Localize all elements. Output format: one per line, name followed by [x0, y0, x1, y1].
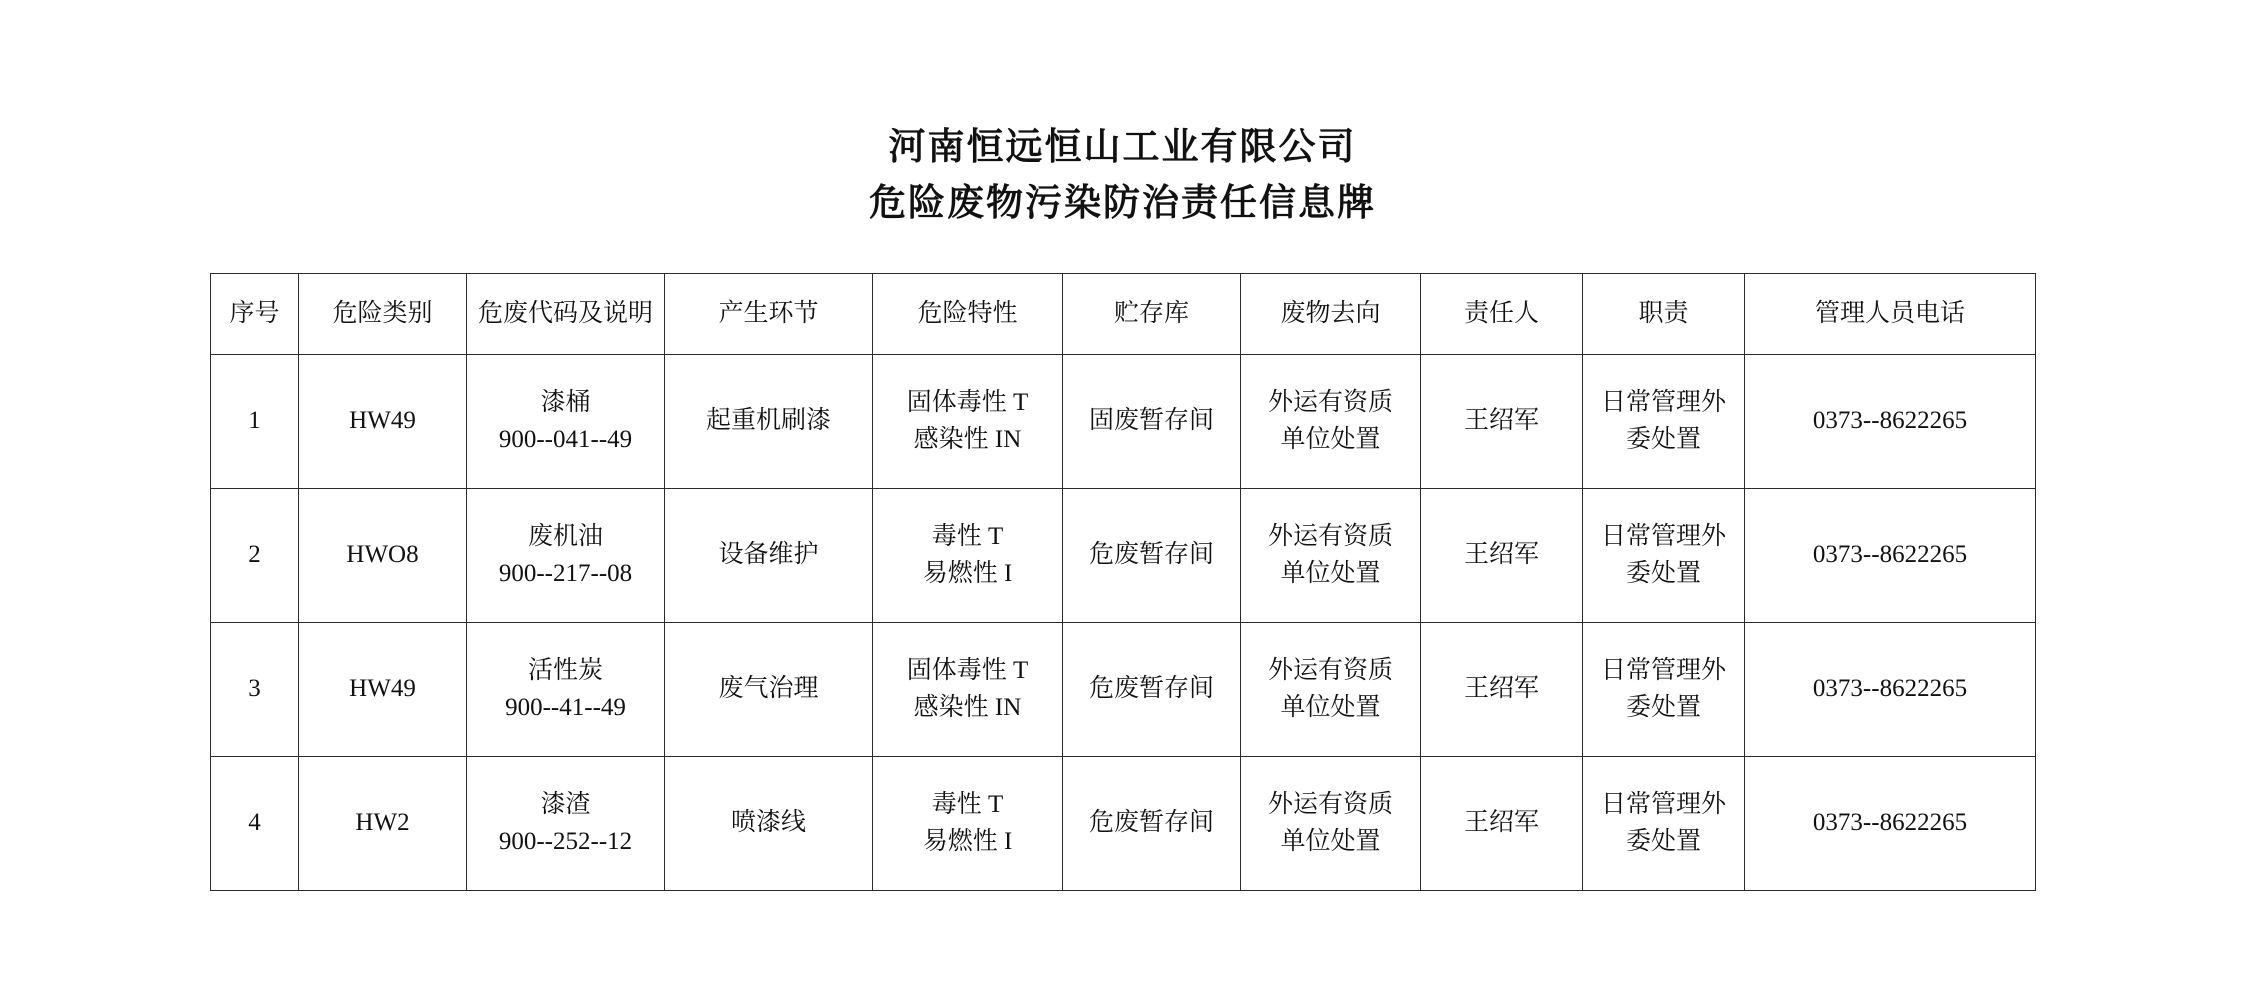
cell-duty: [1583, 355, 1745, 489]
cell-category: HW2: [299, 757, 467, 891]
cell-code-name: 漆渣: [540, 791, 591, 819]
cell-destination: [1241, 489, 1421, 623]
table-row: [211, 489, 2036, 623]
cell-hazard: [873, 623, 1063, 757]
cell-index: 1: [211, 355, 299, 489]
cell-duty-line2: 委处置: [1625, 827, 1701, 855]
cell-person: 王绍军: [1421, 489, 1583, 623]
table-container: [0, 273, 2245, 891]
cell-process: 废气治理: [665, 623, 873, 757]
cell-duty: [1583, 757, 1745, 891]
column-header-person: 责任人: [1421, 274, 1583, 355]
cell-code-number: 900--252--12: [498, 827, 633, 855]
cell-code-name: 漆桶: [540, 389, 591, 417]
cell-index: 4: [211, 757, 299, 891]
cell-process: 喷漆线: [665, 757, 873, 891]
cell-code: [467, 757, 665, 891]
document-title: [0, 0, 2245, 231]
column-header-category: 危险类别: [299, 274, 467, 355]
cell-destination: [1241, 355, 1421, 489]
column-header-hazard: 危险特性: [873, 274, 1063, 355]
cell-hazard-line2: 易燃性 I: [922, 559, 1013, 587]
cell-hazard-line1: 固体毒性 T: [906, 657, 1029, 685]
cell-process: 起重机刷漆: [665, 355, 873, 489]
table-header: [211, 274, 2036, 355]
column-header-process: 产生环节: [665, 274, 873, 355]
table-row: [211, 757, 2036, 891]
table-body: [211, 355, 2036, 891]
cell-destination-line1: 外运有资质: [1267, 657, 1393, 685]
cell-person: 王绍军: [1421, 623, 1583, 757]
hazardous-waste-table: [210, 273, 2036, 891]
cell-hazard: [873, 489, 1063, 623]
column-header-code: 危废代码及说明: [467, 274, 665, 355]
cell-hazard-line2: 感染性 IN: [913, 693, 1022, 721]
cell-hazard-line2: 感染性 IN: [913, 425, 1022, 453]
cell-process: 设备维护: [665, 489, 873, 623]
cell-destination: [1241, 623, 1421, 757]
cell-index: 2: [211, 489, 299, 623]
cell-hazard: [873, 355, 1063, 489]
cell-destination-line1: 外运有资质: [1267, 791, 1393, 819]
cell-hazard-line1: 毒性 T: [931, 523, 1004, 551]
cell-duty: [1583, 489, 1745, 623]
table-row: [211, 623, 2036, 757]
table-row: [211, 355, 2036, 489]
cell-code-name: 废机油: [527, 523, 603, 551]
cell-storage: 危废暂存间: [1063, 757, 1241, 891]
cell-person: 王绍军: [1421, 355, 1583, 489]
cell-hazard-line2: 易燃性 I: [922, 827, 1013, 855]
cell-destination-line1: 外运有资质: [1267, 523, 1393, 551]
column-header-storage: 贮存库: [1063, 274, 1241, 355]
cell-duty-line2: 委处置: [1625, 425, 1701, 453]
column-header-destination: 废物去向: [1241, 274, 1421, 355]
cell-destination-line2: 单位处置: [1280, 559, 1381, 587]
cell-hazard: [873, 757, 1063, 891]
cell-code: [467, 355, 665, 489]
cell-category: HW49: [299, 623, 467, 757]
cell-duty: [1583, 623, 1745, 757]
cell-duty-line2: 委处置: [1625, 559, 1701, 587]
cell-phone: 0373--8622265: [1745, 355, 2036, 489]
cell-category: HWO8: [299, 489, 467, 623]
cell-destination-line2: 单位处置: [1280, 827, 1381, 855]
cell-destination: [1241, 757, 1421, 891]
cell-phone: 0373--8622265: [1745, 489, 2036, 623]
table-header-row: [211, 274, 2036, 355]
cell-hazard-line1: 毒性 T: [931, 791, 1004, 819]
cell-duty-line1: 日常管理外: [1600, 389, 1726, 417]
cell-category: HW49: [299, 355, 467, 489]
cell-destination-line2: 单位处置: [1280, 693, 1381, 721]
cell-code: [467, 489, 665, 623]
cell-phone: 0373--8622265: [1745, 757, 2036, 891]
cell-duty-line1: 日常管理外: [1600, 523, 1726, 551]
cell-destination-line2: 单位处置: [1280, 425, 1381, 453]
cell-index: 3: [211, 623, 299, 757]
cell-code-name: 活性炭: [527, 657, 603, 685]
column-header-index: 序号: [211, 274, 299, 355]
cell-code-number: 900--217--08: [498, 559, 633, 587]
title-line-company: 河南恒远恒山工业有限公司: [888, 127, 1357, 168]
column-header-phone: 管理人员电话: [1745, 274, 2036, 355]
cell-destination-line1: 外运有资质: [1267, 389, 1393, 417]
cell-code-number: 900--41--49: [505, 693, 626, 721]
cell-code-number: 900--041--49: [498, 425, 633, 453]
cell-storage: 危废暂存间: [1063, 623, 1241, 757]
cell-person: 王绍军: [1421, 757, 1583, 891]
cell-duty-line2: 委处置: [1625, 693, 1701, 721]
cell-hazard-line1: 固体毒性 T: [906, 389, 1029, 417]
cell-storage: 危废暂存间: [1063, 489, 1241, 623]
column-header-duty: 职责: [1583, 274, 1745, 355]
cell-storage: 固废暂存间: [1063, 355, 1241, 489]
cell-duty-line1: 日常管理外: [1600, 791, 1726, 819]
cell-code: [467, 623, 665, 757]
cell-phone: 0373--8622265: [1745, 623, 2036, 757]
title-line-subject: 危险废物污染防治责任信息牌: [869, 182, 1376, 224]
cell-duty-line1: 日常管理外: [1600, 657, 1726, 685]
